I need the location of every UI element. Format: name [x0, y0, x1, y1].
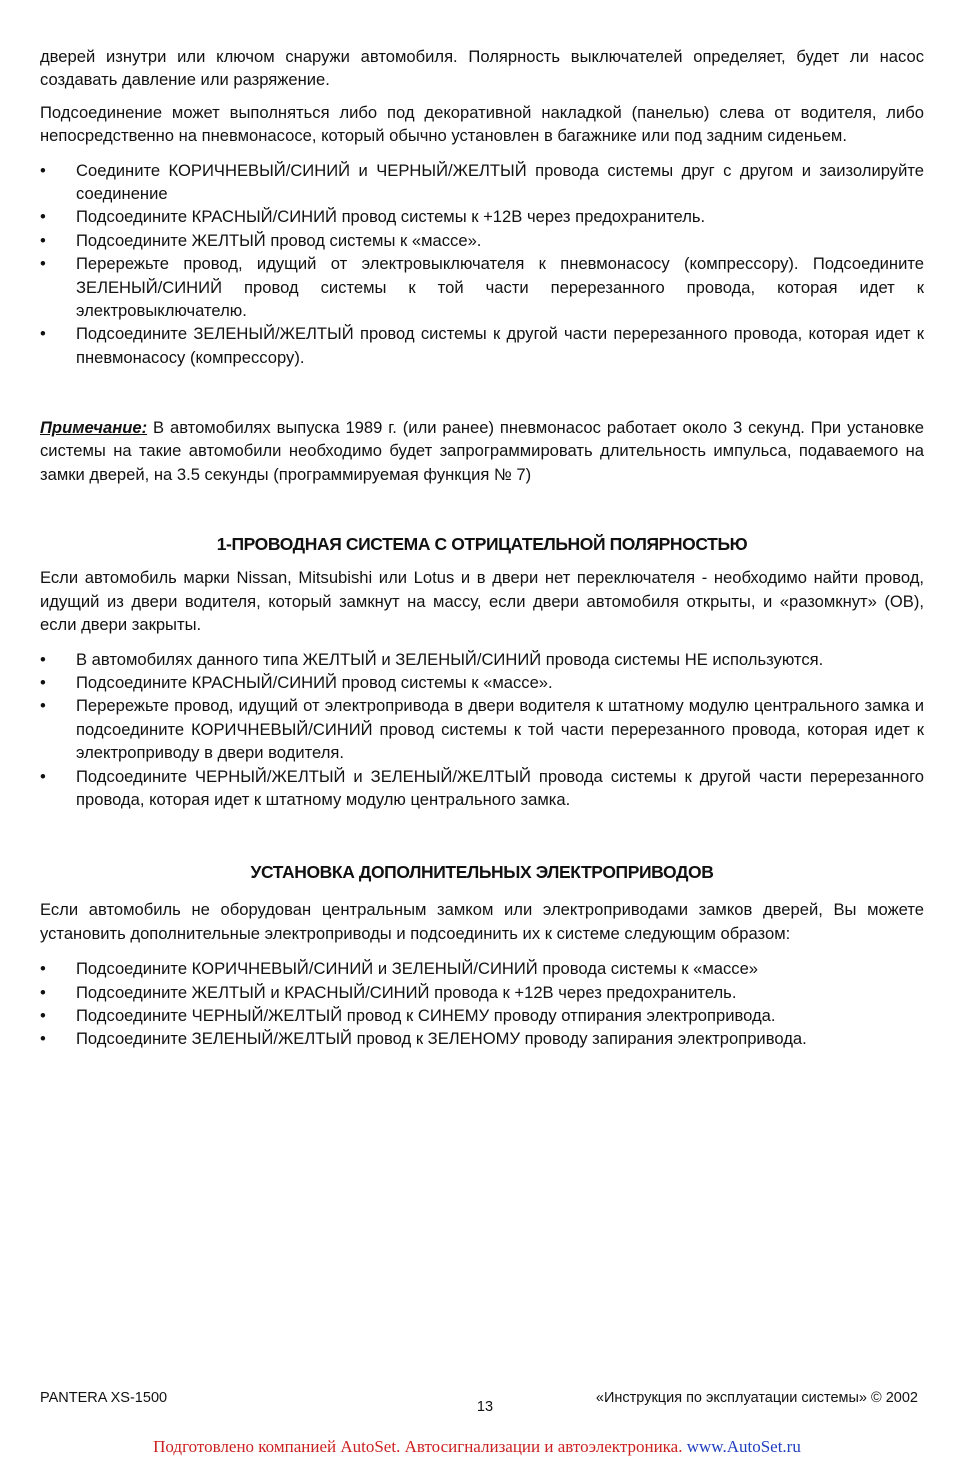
list-item: [40, 648, 924, 671]
list-item-text: Подсоедините ЧЕРНЫЙ/ЖЕЛТЫЙ провод к СИНЕМУ проводу отпирания электропривода.: [76, 1006, 776, 1026]
note-label: Примечание:: [40, 418, 148, 437]
section-paragraph: Если автомобиль марки Nissan, Mitsubishi или Lotus и в двери нет переключателя - необходимо найти провод, идущий из двери водителя, который замкнут на массу, если двери автомобиля открыты, и «разомкнут» (ОВ), если двери закрыты.: [40, 568, 924, 635]
section-paragraph: Если автомобиль не оборудован центральным замком или электроприводами замков дверей, Вы можете установить дополнительные электроприводы и подсоединить их к системе следующим образом:: [40, 900, 924, 943]
section-additional-actuators: [40, 861, 924, 1051]
list-item: [40, 205, 924, 228]
section-negative-polarity: [40, 533, 924, 811]
list-item-text: Подсоедините ЧЕРНЫЙ/ЖЕЛТЫЙ и ЗЕЛЕНЫЙ/ЖЕЛТЫЙ провода системы к другой части перерезанного провода, которая идет к штатному модулю центрального замка.: [76, 766, 924, 810]
list-item: [40, 694, 924, 764]
list-item-text: Подсоедините КРАСНЫЙ/СИНИЙ провод системы к +12В через предохранитель.: [76, 207, 706, 227]
list-item: [40, 981, 924, 1004]
note-text: В автомобилях выпуска 1989 г. (или ранее) пневмонасос работает около 3 секунд. При установке системы на такие автомобили необходимо будет запрограммировать длительность импульса, подаваемого на замки дверей, на 3.5 секунды (программируемая функция № 7): [40, 418, 924, 484]
bullet-icon: •: [40, 1029, 46, 1049]
list-item: [40, 957, 924, 980]
bullet-icon: •: [40, 324, 46, 344]
bullet-icon: •: [40, 207, 46, 227]
list-item: [40, 229, 924, 252]
bullet-icon: •: [40, 766, 46, 786]
bullet-icon: •: [40, 649, 46, 669]
list-item-text: Подсоедините ЗЕЛЕНЫЙ/ЖЕЛТЫЙ провод системы к другой части перерезанного провода, которая идет к пневмонасосу (компрессору).: [76, 324, 924, 367]
bullet-icon: •: [40, 673, 46, 693]
note-block: [40, 416, 924, 486]
list-item: [40, 671, 924, 694]
section-list: [40, 957, 924, 1051]
intro-paragraph-2: Подсоединение может выполняться либо под декоративной накладкой (панелью) слева от водителя, либо непосредственно на пневмонасосе, который обычно установлен в багажнике или под задним сиденьем.: [40, 102, 924, 146]
list-item-text: Подсоедините ЖЕЛТЫЙ провод системы к «массе».: [76, 230, 482, 250]
page-number: 13: [476, 1399, 494, 1415]
list-item-text: Подсоедините ЗЕЛЕНЫЙ/ЖЕЛТЫЙ провод к ЗЕЛЕНОМУ проводу запирания электропривода.: [76, 1029, 807, 1049]
bullet-icon: •: [40, 982, 46, 1002]
bullet-icon: •: [40, 959, 46, 979]
list-item: [40, 159, 924, 206]
list-item-text: Подсоедините КРАСНЫЙ/СИНИЙ провод системы к «массе».: [76, 673, 553, 693]
bullet-icon: •: [40, 254, 46, 274]
list-item-text: Подсоедините ЖЕЛТЫЙ и КРАСНЫЙ/СИНИЙ провода к +12В через предохранитель.: [76, 982, 737, 1002]
section-list: [40, 648, 924, 812]
credit-text: Подготовлено компанией AutoSet. Автосигнализации и автоэлектроника.: [153, 1437, 687, 1456]
list-item: [40, 1004, 924, 1027]
list-item: [40, 765, 924, 812]
credit-link[interactable]: www.AutoSet.ru: [686, 1437, 801, 1456]
list-item-text: Подсоедините КОРИЧНЕВЫЙ/СИНИЙ и ЗЕЛЕНЫЙ/СИНИЙ провода системы к «массе»: [76, 959, 759, 979]
list-item-text: Перережьте провод, идущий от электровыключателя к пневмонасосу (компрессору). Подсоедините ЗЕЛЕНЫЙ/СИНИЙ провод системы к той части перерезанного провода, которая идет к электровыключателю.: [76, 254, 924, 321]
connection-list: [40, 159, 924, 370]
credit-line: [0, 1436, 954, 1458]
section-heading: УСТАНОВКА ДОПОЛНИТЕЛЬНЫХ ЭЛЕКТРОПРИВОДОВ: [250, 862, 714, 882]
footer-manual-title: «Инструкция по эксплуатации системы» © 2002: [595, 1390, 918, 1406]
list-item-text: В автомобилях данного типа ЖЕЛТЫЙ и ЗЕЛЕНЫЙ/СИНИЙ провода системы НЕ используются.: [76, 649, 824, 669]
list-item-text: Соедините КОРИЧНЕВЫЙ/СИНИЙ и ЧЕРНЫЙ/ЖЕЛТЫЙ провода системы друг с другом и заизолируйте соединение: [76, 160, 924, 204]
bullet-icon: •: [40, 1006, 46, 1026]
footer-model: PANTERA XS-1500: [40, 1390, 168, 1406]
list-item: [40, 252, 924, 322]
bullet-icon: •: [40, 230, 46, 250]
bullet-icon: •: [40, 160, 46, 180]
list-item: [40, 1027, 924, 1050]
section-heading: 1-ПРОВОДНАЯ СИСТЕМА С ОТРИЦАТЕЛЬНОЙ ПОЛЯРНОСТЬЮ: [216, 534, 748, 554]
list-item: [40, 322, 924, 369]
bullet-icon: •: [40, 696, 46, 716]
note-paragraph: [40, 416, 924, 486]
intro-paragraph-1: дверей изнутри или ключом снаружи автомобиля. Полярность выключателей определяет, будет ли насос создавать давление или разряжение.: [40, 47, 924, 90]
intro-block: [40, 45, 924, 369]
list-item-text: Перережьте провод, идущий от электропривода в двери водителя к штатному модулю центрального замка и подсоедините КОРИЧНЕВЫЙ/СИНИЙ провод системы к той части перерезанного провода, которая идет к электроприводу в двери водителя.: [76, 696, 924, 763]
